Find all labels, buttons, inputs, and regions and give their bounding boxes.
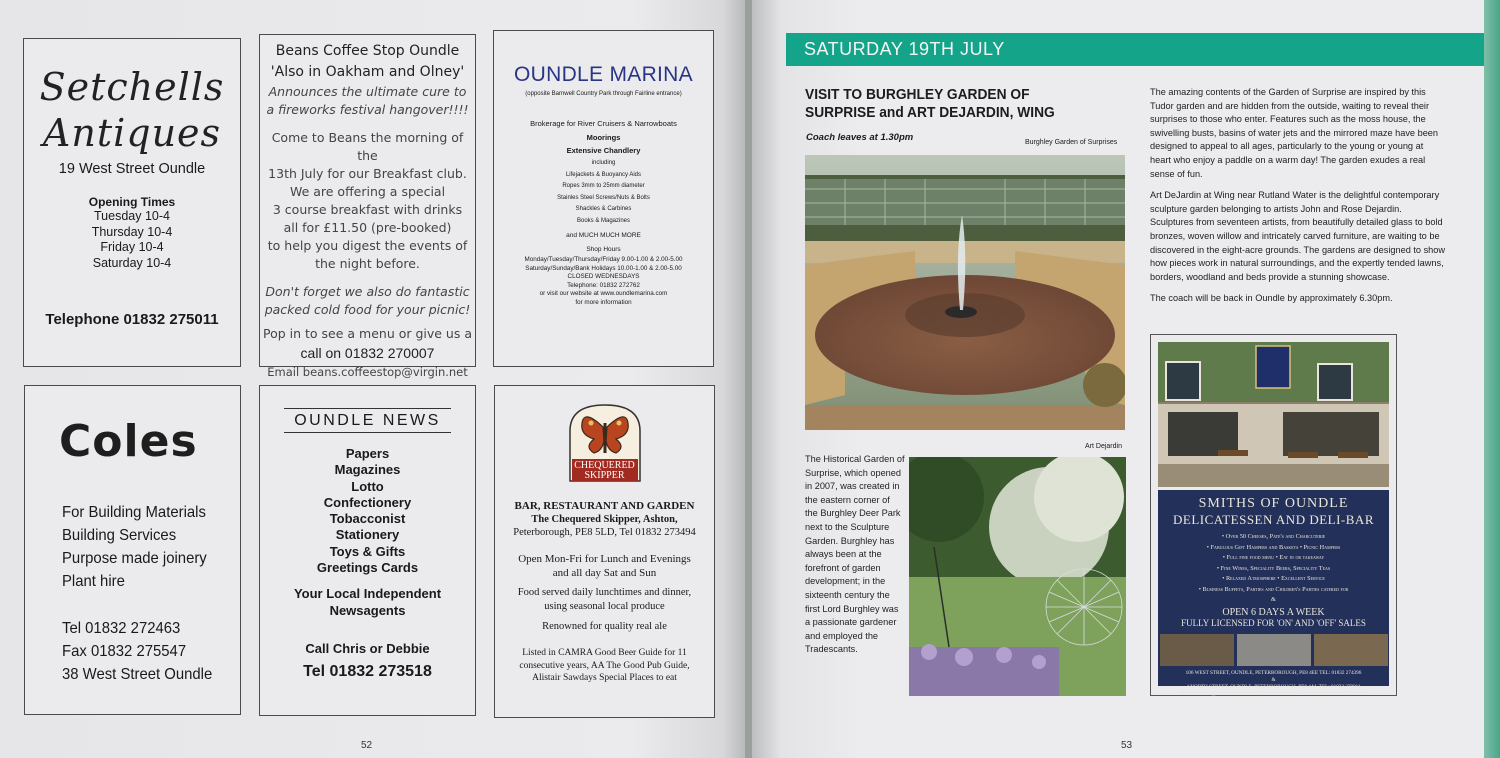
smiths-footer — [1158, 670, 1389, 698]
smiths-footer-line: 106 WEST STREET, OUNDLE, PETERBOROUGH, PE8 4EE TEL: 01832 274396 — [1185, 669, 1362, 676]
smiths-open: OPEN 6 DAYS A WEEK — [1222, 606, 1325, 618]
beans-line: packed cold food for your picnic! — [264, 302, 471, 317]
skipper-listed — [495, 647, 714, 685]
marina-chandlery: Extensive Chandlery — [566, 146, 641, 155]
marina-hours-line: Monday/Tuesday/Thursday/Friday 9.00-1.00 & 2.00-5.00 — [524, 256, 683, 263]
beans-call: call on 01832 270007 — [300, 345, 435, 361]
smiths-bullet: • Relaxed Atmosphere • Excellent Service — [1222, 575, 1325, 582]
setchells-hours — [24, 209, 240, 271]
beans-title-line1: Beans Coffee Stop Oundle — [275, 43, 460, 59]
smiths-panel — [1158, 490, 1389, 697]
news-local-line: Your Local Independent — [293, 586, 442, 602]
marina-moorings: Moorings — [586, 133, 621, 142]
beans-line: to help you digest the events of — [267, 238, 468, 253]
deli-photo — [1314, 634, 1388, 666]
news-call: Call Chris or Debbie — [305, 641, 430, 657]
news-item: Magazines — [334, 462, 401, 478]
page-edge — [1484, 0, 1500, 758]
marina-shop-hours: Shop Hours — [586, 246, 621, 253]
smiths-title-line2: DELICATESSEN AND DELI-BAR — [1173, 512, 1374, 527]
news-item: Confectionery — [323, 494, 412, 510]
page-number-right: 53 — [1121, 740, 1133, 751]
smiths-bullet: • Fabulous Gift Hampers and Baskets • Picnic Hampers — [1206, 543, 1341, 551]
marina-much-more: and MUCH MUCH MORE — [566, 232, 641, 239]
interior-photo — [1160, 634, 1234, 666]
setchells-hours-title: Opening Times — [88, 195, 176, 209]
smiths-footer-line: EMAIL: MAIL@SMITHSOFOUNDLE.COM WEB: WWW.SMITHSOFOUNDLE.COM — [1179, 690, 1368, 697]
logo-chequered: CHEQUERED — [574, 460, 635, 471]
coles-services — [62, 501, 228, 593]
skipper-listed-line: consecutive years, AA The Good Pub Guide, — [519, 660, 690, 671]
smiths-footer-line: 4 NORTH STREET, OUNDLE, PETERBOROUGH, PE8 4AL TEL: 01832 270011 — [1186, 683, 1361, 690]
skipper-listed-line: Alistair Sawdays Special Places to eat — [532, 673, 677, 683]
page-number-left: 52 — [361, 740, 373, 751]
coles-contact-line: 38 West Street Oundle — [62, 666, 213, 683]
date-banner: SATURDAY 19TH JULY — [786, 33, 1484, 66]
smiths-bullets — [1158, 532, 1389, 606]
sculpture-garden-image — [909, 457, 1126, 696]
beans-title — [260, 41, 475, 83]
beans-line: Come to Beans the morning of the — [271, 130, 464, 163]
caption-art-dejardin: Art Dejardin — [1085, 443, 1122, 450]
history-text: The Historical Garden of Surprise, which opened in 2007, was created in the eastern corner of the Burghley Deer Park next to the Sculpture Garden. Burghley has always been at the forefront of garden development; in the sixteenth century the first Lord Burghley was a passionate gardener and employed the Tradescants. — [805, 454, 905, 655]
coles-contact-line: Fax 01832 275547 — [62, 643, 187, 660]
marina-item: Shackles & Carbines — [575, 206, 632, 212]
marina-item: Lifejackets & Buoyancy Aids — [565, 171, 642, 178]
marina-subtitle: (opposite Barnwell Country Park through Fairline entrance) — [525, 91, 682, 97]
marina-brokerage: Brokerage for River Cruisers & Narrowboats — [530, 119, 677, 128]
article-para2: Art DeJardin at Wing near Rutland Water is the delightful contemporary sculpture garden belonging to artists John and Rose Dejardin. Sculptures from seventeen artists, from beautifully detailed glass to bold bronzes, woven willow and intricately carved furniture, are waiting to be discovered in the eight-acre grounds. The gardens are designed to show how pieces work in natural surroundings, and the expertly tended lawns, borders, woodland and beds provide a stunning showcase. — [1150, 190, 1446, 282]
article-title-line1: VISIT TO BURGHLEY GARDEN OF — [805, 87, 1030, 103]
marina-hours — [494, 256, 713, 308]
smiths-bullet: • Fine Wines, Speciality Beers, Speciality Teas — [1216, 564, 1331, 572]
beans-line: a fireworks festival hangover!!!! — [266, 102, 469, 117]
marina-item: Books & Magazines — [576, 217, 631, 224]
smiths-bullet: & — [1271, 596, 1276, 603]
smiths-shopfront-photo — [1158, 342, 1389, 487]
coles-contact — [62, 617, 228, 686]
article-para3: The coach will be back in Oundle by approximately 6.30pm. — [1150, 293, 1393, 304]
burghley-garden-photo — [805, 155, 1125, 430]
skipper-open-line: Open Mon-Fri for Lunch and Evenings — [518, 553, 691, 565]
coles-ad — [24, 385, 241, 715]
beans-line: 3 course breakfast with drinks — [272, 202, 463, 217]
skipper-address: Peterborough, PE8 5LD, Tel 01832 273494 — [513, 527, 696, 538]
caption-burghley: Burghley Garden of Surprises — [1025, 139, 1118, 146]
news-item: Stationery — [335, 527, 400, 543]
beans-line: Don't forget we also do fantastic — [265, 284, 470, 299]
article-para1: The amazing contents of the Garden of Surprise are inspired by this Tudor garden and are hidden from the outside, waiting to reveal their surprises to those who enter. Features such as the moss house, the swivelling busts, basins of water jets and the mirrored maze have been designed to appeal to all ages, particularly to the young or young at heart who enjoy a paddle on a warm day! The garden exudes a real sense of fun. — [1150, 87, 1439, 179]
article-title-line2: SURPRISE and ART DEJARDIN, WING — [805, 105, 1055, 121]
coles-service: Plant hire — [62, 573, 125, 590]
beans-line: Pop in to see a menu or give us a — [262, 326, 473, 341]
news-local-line: Newsagents — [329, 602, 406, 618]
beans-line: Announces the ultimate cure to — [268, 84, 467, 99]
beans-line: the night before. — [315, 256, 420, 271]
news-item: Lotto — [351, 478, 384, 494]
chequered-skipper-logo — [564, 401, 646, 485]
shopfront-image — [1158, 342, 1389, 487]
smiths-ad — [1150, 334, 1397, 696]
marina-hours-line: for more information — [575, 298, 632, 306]
setchells-ad — [23, 38, 241, 367]
skipper-listed-line: Listed in CAMRA Good Beer Guide for 11 — [522, 648, 687, 658]
marina-item: Stainles Steel Screws/Nuts & Bolts — [557, 194, 650, 201]
marina-including: including — [591, 160, 616, 166]
beans-ad — [259, 34, 476, 379]
logo-skipper: SKIPPER — [584, 470, 625, 481]
hours-line: Thursday 10-4 — [91, 224, 173, 239]
smiths-bullet: • Over 50 Cheeses, Pate's and Charcuterie — [1221, 533, 1326, 540]
skipper-food-line: Food served daily lunchtimes and dinner, — [517, 587, 692, 598]
setchells-telephone: Telephone 01832 275011 — [45, 311, 219, 328]
smiths-footer-line: & — [1271, 676, 1276, 683]
smiths-licensed: FULLY LICENSED FOR 'ON' AND 'OFF' SALES — [1181, 617, 1366, 628]
news-item: Tobacconist — [329, 511, 406, 527]
coles-service: Building Services — [62, 527, 177, 544]
skipper-ale: Renowned for quality real ale — [542, 621, 667, 632]
setchells-name-line2: Antiques — [42, 111, 222, 155]
left-page — [0, 0, 745, 758]
skipper-subheading: The Chequered Skipper, Ashton, — [531, 514, 678, 525]
marina-hours-line: Saturday/Sunday/Bank Holidays 10.00-1.00 & 2.00-5.00 — [525, 264, 682, 272]
marina-items — [494, 158, 713, 227]
skipper-food — [495, 586, 714, 614]
marina-hours-line: or visit our website at www.oundlemarina.com — [539, 290, 668, 298]
news-item: Greetings Cards — [316, 560, 419, 576]
chequered-skipper-ad — [494, 385, 715, 718]
skipper-food-line: using seasonal local produce — [544, 601, 665, 612]
oundle-news-ad — [259, 385, 476, 716]
hours-line: Saturday 10-4 — [92, 255, 172, 270]
smiths-bullet: • Full fine food menu • Eat in or takeaway — [1222, 554, 1325, 561]
skipper-heading: BAR, RESTAURANT AND GARDEN — [514, 500, 695, 512]
setchells-name-line1: Setchells — [39, 65, 225, 109]
marina-title: OUNDLE MARINA — [514, 63, 693, 86]
coles-service: For Building Materials — [62, 504, 206, 521]
news-item: Toys & Gifts — [329, 543, 406, 559]
beans-line: We are offering a special — [289, 184, 446, 199]
news-items — [260, 446, 475, 576]
news-tel: Tel 01832 273518 — [303, 663, 432, 681]
exterior-photo — [1237, 634, 1311, 666]
marina-hours-line: Telephone: 01832 272762 — [567, 281, 640, 289]
beans-body — [260, 83, 475, 343]
smiths-bullet: • Business Buffets, Parties and Children's Parties catered for — [1198, 585, 1349, 593]
setchells-address: 19 West Street Oundle — [58, 161, 206, 177]
beans-spacer — [260, 273, 475, 283]
coles-logo: Coles — [59, 416, 198, 467]
smiths-title-line1: SMITHS OF OUNDLE — [1198, 496, 1349, 511]
marina-hours-line: CLOSED WEDNESDAYS — [567, 273, 640, 281]
coach-time: Coach leaves at 1.30pm — [806, 132, 914, 143]
beans-email: Email beans.coffeestop@virgin.net — [267, 365, 468, 379]
logo-the: THE — [599, 455, 610, 460]
beans-line: all for £11.50 (pre-booked) — [283, 220, 452, 235]
hours-line: Tuesday 10-4 — [94, 209, 170, 223]
article-title — [805, 86, 1119, 122]
news-local — [260, 586, 475, 619]
article-body — [1150, 86, 1446, 314]
smiths-interior-photos — [1158, 634, 1389, 666]
beans-line: 13th July for our Breakfast club. — [268, 166, 467, 181]
news-item: Papers — [345, 446, 390, 461]
art-dejardin-photo — [909, 457, 1126, 696]
coles-contact-line: Tel 01832 272463 — [62, 620, 181, 637]
marina-ad — [493, 30, 714, 367]
marina-item: Ropes 3mm to 25mm diameter — [562, 183, 645, 189]
beans-spacer — [260, 119, 475, 129]
news-title: OUNDLE NEWS — [284, 408, 451, 433]
coles-service: Purpose made joinery — [62, 550, 207, 567]
skipper-open-line: and all day Sat and Sun — [552, 567, 657, 579]
hours-line: Friday 10-4 — [100, 240, 164, 254]
beans-title-line2: 'Also in Oakham and Olney' — [270, 64, 465, 80]
skipper-open — [495, 552, 714, 580]
fountain-garden-image — [805, 155, 1125, 430]
